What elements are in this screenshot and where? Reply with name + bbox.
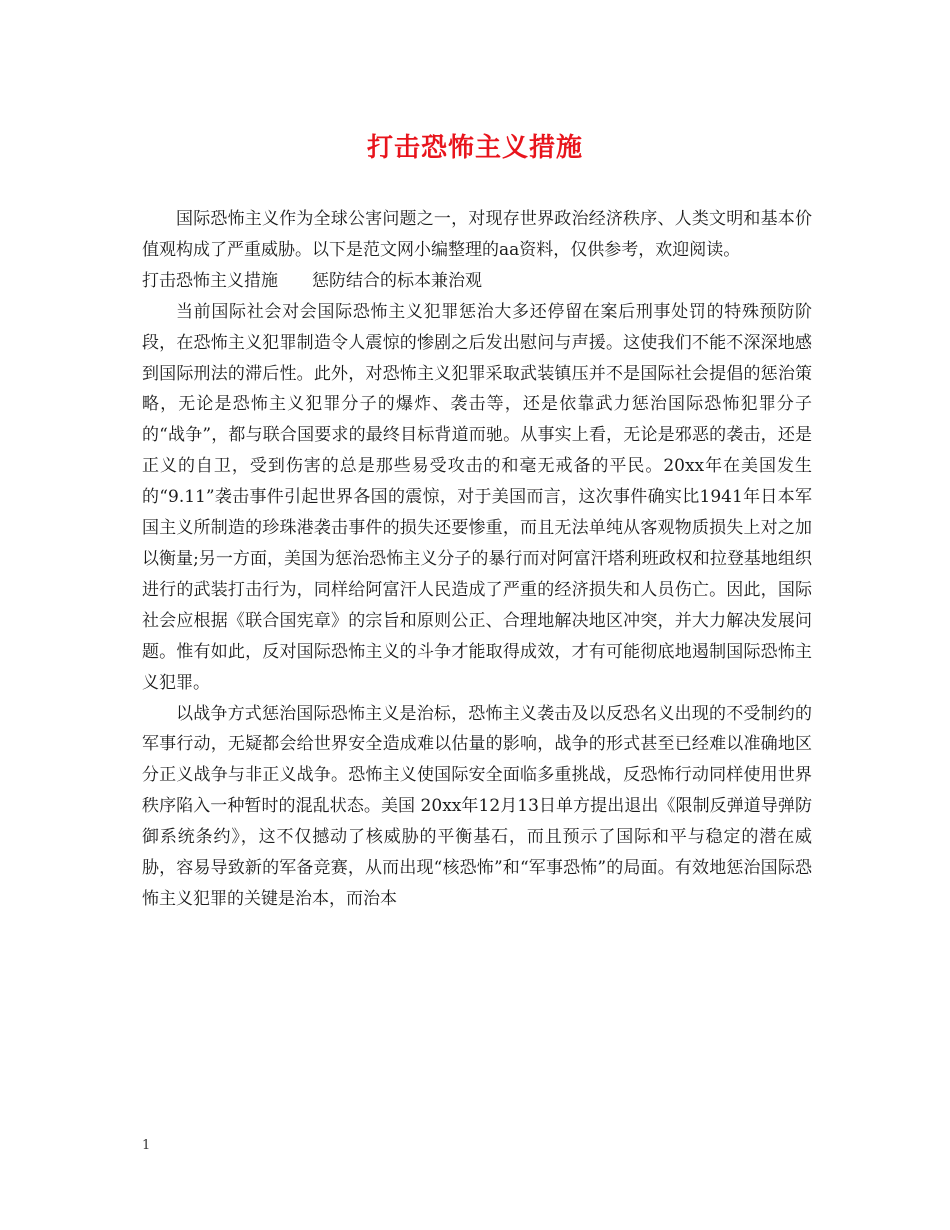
body-paragraph-2: 以战争方式惩治国际恐怖主义是治标，恐怖主义袭击及以反恐名义出现的不受制约的军事行动，无疑都会给世界安全造成难以估量的影响，战争的形式甚至已经难以准确地区分正义战争与非正义战争。恐怖主义使国际安全面临多重挑战，反恐怖行动同样使用世界秩序陷入一种暂时的混乱状态。美国 20xx年12月13日单方提出退出《限制反弹道导弹防御系统条约》，这不仅撼动了核威胁的平衡基石，而且预示了国际和平与稳定的潜在威胁，容易导致新的军备竞赛，从而出现“核恐怖”和“军事恐怖”的局面。有效地惩治国际恐怖主义犯罪的关键是治本，而治本 — [142, 703, 812, 909]
section-subheading: 打击恐怖主义措施 惩防结合的标本兼治观 — [142, 270, 482, 291]
body-paragraph-1: 当前国际社会对会国际恐怖主义犯罪惩治大多还停留在案后刑事处罚的特殊预防阶段，在恐怖主义犯罪制造令人震惊的惨剧之后发出慰问与声援。这使我们不能不深深地感到国际刑法的滞后性。此外，对恐怖主义犯罪采取武装镇压并不是国际社会提倡的惩治策略，无论是恐怖主义犯罪分子的爆炸、袭击等，还是依靠武力惩治国际恐怖犯罪分子的“战争”，都与联合国要求的最终目标背道而驰。从事实上看，无论是邪恶的袭击，还是正义的自卫，受到伤害的总是那些易受攻击的和毫无戒备的平民。20xx年在美国发生的“9.11”袭击事件引起世界各国的震惊，对于美国而言，这次事件确实比1941年日本军国主义所制造的珍珠港袭击事件的损失还要惨重，而且无法单纯从客观物质损失上对之加以衡量;另一方面，美国为惩治恐怖主义分子的暴行而对阿富汗塔利班政权和拉登基地组织进行的武装打击行为，同样给阿富汗人民造成了严重的经济损失和人员伤亡。因此，国际社会应根据《联合国宪章》的宗旨和原则公正、合理地解决地区冲突，并大力解决发展问题。惟有如此，反对国际恐怖主义的斗争才能取得成效，才有可能彻底地遏制国际恐怖主义犯罪。 — [142, 301, 812, 693]
page-number: 1 — [142, 1138, 151, 1153]
document-title: 打击恐怖主义措施 — [366, 133, 583, 163]
document-body — [142, 204, 812, 915]
intro-paragraph: 国际恐怖主义作为全球公害问题之一，对现存世界政治经济秩序、人类文明和基本价值观构成了严重威胁。以下是范文网小编整理的aa资料，仅供参考，欢迎阅读。 — [142, 209, 812, 260]
